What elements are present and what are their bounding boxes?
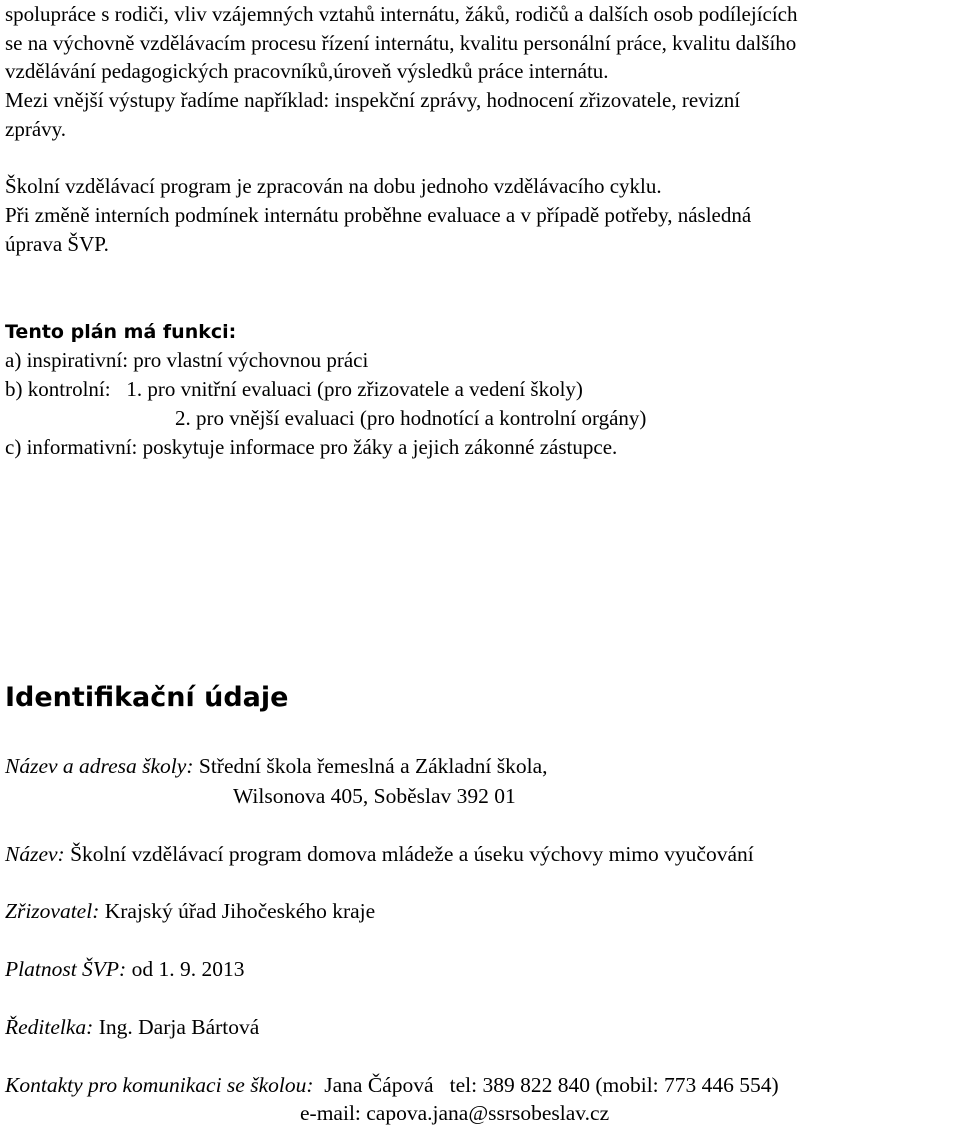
program-name-row (5, 840, 754, 868)
function-a: a) inspirativní: pro vlastní výchovnou práci (5, 348, 369, 372)
validity-row (5, 955, 244, 983)
contacts-row (5, 1071, 779, 1099)
program-name-label: Název: (5, 842, 65, 866)
school-row (5, 752, 548, 780)
founder-value: Krajský úřad Jihočeského kraje (104, 899, 376, 923)
validity-value: od 1. 9. 2013 (131, 957, 245, 981)
founder-row (5, 897, 375, 925)
function-b-2: 2. pro vnější evaluaci (pro hodnotící a kontrolní orgány) (175, 406, 647, 430)
svp-line-1: Školní vzdělávací program je zpracován na dobu jednoho vzdělávacího cyklu. (5, 174, 662, 198)
contacts-value: Jana Čápová tel: 389 822 840 (mobil: 773 446 554) (324, 1073, 779, 1097)
intro-line-2: se na výchovně vzdělávacím procesu řízení internátu, kvalitu personální práce, kvalitu dalšího (5, 31, 797, 55)
school-value: Střední škola řemeslná a Základní škola, (198, 754, 548, 778)
function-c: c) informativní: poskytuje informace pro žáky a jejich zákonné zástupce. (5, 435, 618, 459)
intro-line-1: spolupráce s rodiči, vliv vzájemných vztahů internátu, žáků, rodičů a dalších osob podílejících (5, 2, 798, 26)
intro-line-5: zprávy. (5, 117, 67, 141)
contact-email[interactable]: e-mail: capova.jana@ssrsobeslav.cz (300, 1101, 610, 1125)
director-label: Ředitelka: (5, 1015, 94, 1039)
director-row (5, 1013, 259, 1041)
intro-line-3: vzdělávání pedagogických pracovníků,úroveň výsledků práce internátu. (5, 59, 609, 83)
school-label: Název a adresa školy: (5, 754, 194, 778)
svp-line-2: Při změně interních podmínek internátu proběhne evaluace a v případě potřeby, následná (5, 203, 752, 227)
identification-heading: Identifikační údaje (5, 682, 289, 713)
program-name-value: Školní vzdělávací program domova mládeže a úseku výchovy mimo vyučování (70, 842, 754, 866)
validity-label: Platnost ŠVP: (5, 957, 127, 981)
contacts-label: Kontakty pro komunikaci se školou: (5, 1073, 314, 1097)
intro-line-4: Mezi vnější výstupy řadíme například: inspekční zprávy, hodnocení zřizovatele, revizní (5, 88, 741, 112)
director-value: Ing. Darja Bártová (98, 1015, 260, 1039)
school-address: Wilsonova 405, Soběslav 392 01 (233, 784, 516, 808)
svp-line-3: úprava ŠVP. (5, 232, 109, 256)
founder-label: Zřizovatel: (5, 899, 100, 923)
function-b-1: b) kontrolní: 1. pro vnitřní evaluaci (pro zřizovatele a vedení školy) (5, 377, 583, 401)
functions-title: Tento plán má funkci: (5, 321, 237, 343)
